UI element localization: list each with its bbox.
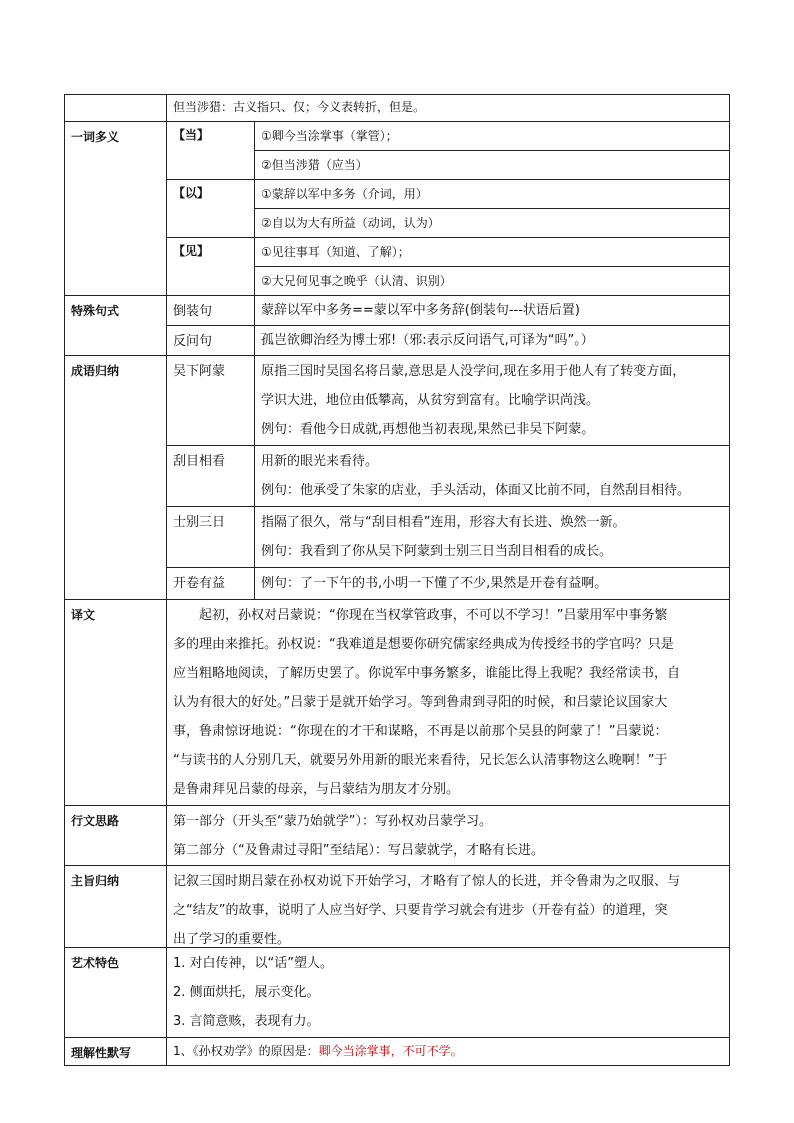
moxie-answer: 卿今当涂掌事，不可不学。 (318, 1044, 463, 1058)
chengyu-key: 刮目相看 (167, 446, 255, 506)
silu-line: 第一部分（开头至“蒙乃始就学”）：写孙权劝吕蒙学习。 (173, 814, 492, 829)
yici-item: ②但当涉猎（应当） (255, 150, 729, 179)
row-label: 主旨归纳 (65, 866, 167, 947)
row-zhuzhi (65, 865, 729, 947)
chengyu-line: 原指三国时吴国名将吕蒙,意思是人没学问,现在多用于他人有了转变方面， (261, 364, 686, 379)
yici-key: 【当】 (167, 122, 255, 179)
zhuzhi-line: 之“结友”的故事，说明了人应当好学、只要肯学习就会有进步（开卷有益）的道理，突 (173, 903, 668, 918)
yiwen-line: “与读书的人分别几天，就要另外用新的眼光来看待，兄长怎么认清事物这么晚啊！”于 (173, 753, 668, 768)
row-danshe (65, 95, 729, 121)
chengyu-item (167, 567, 729, 599)
teshu-text: 孤岂欲卿治经为博士邪!（邪:表示反问语气,可译为“吗”。） (261, 333, 594, 348)
row-label: 译文 (65, 600, 167, 805)
row-label: 理解性默写 (65, 1038, 167, 1065)
row-yicimuoyi (65, 121, 729, 295)
yiwen-line: 是鲁肃拜见吕蒙的母亲，与吕蒙结为朋友才分别。 (173, 782, 460, 797)
teshu-item (167, 296, 729, 325)
row-label: 成语归纳 (65, 356, 167, 599)
row-teshujushi (65, 295, 729, 355)
chengyu-line: 例句：我看到了你从吴下阿蒙到士别三日当刮目相看的成长。 (261, 544, 613, 559)
row-chengyu (65, 355, 729, 599)
row-silu (65, 805, 729, 865)
teshu-text: 蒙辞以军中多务==蒙以军中多务辞(倒装句---状语后置) (261, 303, 581, 318)
chengyu-key: 吴下阿蒙 (167, 356, 255, 445)
zhuzhi-line: 记叙三国时期吕蒙在孙权劝说下开始学习，才略有了惊人的长进，并令鲁肃为之叹服、与 (173, 874, 681, 889)
yici-group-jian (167, 237, 729, 295)
chengyu-line: 例句：看他今日成就,再想他当初表现,果然已非吴下阿蒙。 (261, 422, 595, 437)
yishu-line: 3. 言简意赅，表现有力。 (173, 1014, 320, 1029)
teshu-key: 倒装句 (167, 296, 255, 325)
yiwen-line: 认为有很大的好处。”吕蒙于是就开始学习。等到鲁肃到寻阳的时候，和吕蒙论议国家大 (173, 695, 668, 710)
teshu-key: 反问句 (167, 326, 255, 355)
zhuzhi-line: 出了学习的重要性。 (173, 932, 291, 947)
row-yishu (65, 947, 729, 1037)
yici-group-yi (167, 179, 729, 237)
yici-key: 【见】 (167, 238, 255, 295)
yici-item: ②大兄何见事之晚乎（认清、识别） (255, 266, 729, 295)
moxie-line (167, 1038, 729, 1065)
chengyu-line: 用新的眼光来看待。 (261, 454, 379, 469)
row-label: 行文思路 (65, 806, 167, 865)
teshu-item (167, 325, 729, 355)
row-label: 一词多义 (65, 122, 167, 295)
yici-item: ①见往事耳（知道、了解）； (261, 245, 410, 259)
yishu-line: 1. 对白传神，以“话”塑人。 (173, 956, 334, 971)
yici-group-dang (167, 122, 729, 179)
yici-key: 【以】 (167, 180, 255, 237)
yiwen-line: 事，鲁肃惊讶地说：“你现在的才干和谋略，不再是以前那个吴县的阿蒙了！”吕蒙说： (173, 724, 668, 739)
chengyu-item (167, 445, 729, 506)
row-label-empty (65, 95, 167, 121)
yici-item: ②自以为大有所益（动词，认为） (255, 208, 729, 237)
yici-item: ①蒙辞以军中多务（介词，用） (261, 187, 428, 201)
chengyu-item (167, 506, 729, 567)
danshe-note: 但当涉猎：古义指只、仅；今义表转折，但是。 (173, 100, 426, 114)
notes-table (64, 94, 730, 1066)
yiwen-line: 应当粗略地阅读，了解历史罢了。你说军中事务繁多，谁能比得上我呢？我经常读书，自 (173, 666, 681, 681)
chengyu-key: 士别三日 (167, 507, 255, 567)
chengyu-item (167, 356, 729, 445)
chengyu-line: 例句：了一下午的书,小明一下懂了不少,果然是开卷有益啊。 (261, 576, 608, 591)
row-moxie (65, 1037, 729, 1065)
yiwen-line: 多的理由来推托。孙权说：“我难道是想要你研究儒家经典成为传授经书的学官吗？只是 (173, 637, 674, 652)
yishu-line: 2. 侧面烘托，展示变化。 (173, 985, 320, 1000)
chengyu-line: 学识大进，地位由低攀高，从贫穷到富有。比喻学识尚浅。 (261, 393, 600, 408)
row-label: 艺术特色 (65, 948, 167, 1037)
silu-line: 第二部分（“及鲁肃过寻阳”至结尾）：写吕蒙就学，才略有长进。 (173, 843, 544, 858)
yici-item: ①卿今当涂掌事（掌管）； (261, 129, 398, 143)
chengyu-line: 指隔了很久，常与“刮目相看”连用，形容大有长进、焕然一新。 (261, 515, 626, 530)
yiwen-line: 起初，孙权对吕蒙说：“你现在当权掌管政事，不可以不学习！”吕蒙用军中事务繁 (199, 608, 668, 623)
row-label: 特殊句式 (65, 296, 167, 355)
moxie-prefix: 1、《孙权劝学》的原因是： (173, 1044, 319, 1058)
row-yiwen (65, 599, 729, 805)
chengyu-key: 开卷有益 (167, 568, 255, 599)
chengyu-line: 例句：他承受了朱家的店业，手头活动，体面又比前不同，自然刮目相待。 (261, 483, 691, 498)
